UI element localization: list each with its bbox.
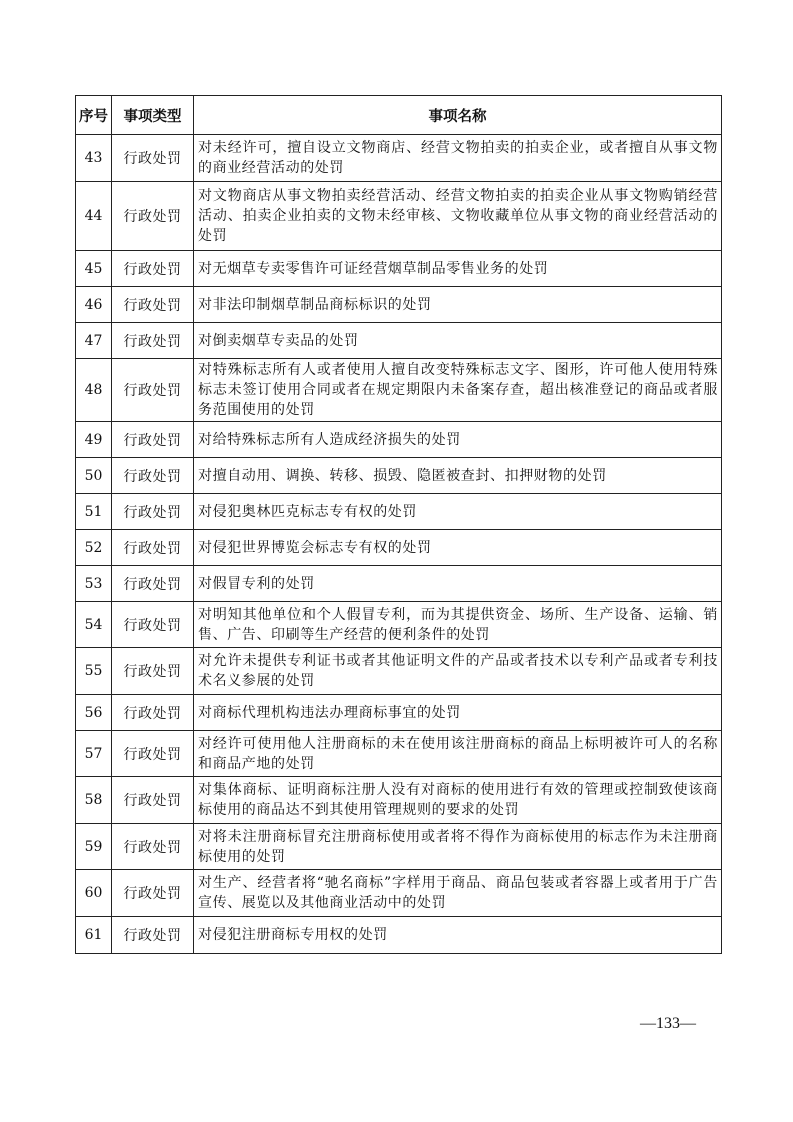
row-type: 行政处罚 [112,494,194,530]
table-row [76,695,722,731]
row-number: 44 [76,182,112,251]
row-name: 对将未注册商标冒充注册商标使用或者将不得作为商标使用的标志作为未注册商标使用的处罚 [194,824,722,870]
row-name: 对生产、经营者将“驰名商标”字样用于商品、商品包装或者容器上或者用于广告宣传、展览以及其他商业活动中的处罚 [194,870,722,917]
row-name: 对商标代理机构违法办理商标事宜的处罚 [194,695,722,731]
row-type: 行政处罚 [112,731,194,777]
row-name: 对明知其他单位和个人假冒专利，而为其提供资金、场所、生产设备、运输、销售、广告、印刷等生产经营的便利条件的处罚 [194,602,722,648]
row-type: 行政处罚 [112,182,194,251]
row-type: 行政处罚 [112,530,194,566]
row-name: 对未经许可，擅自设立文物商店、经营文物拍卖的拍卖企业，或者擅自从事文物的商业经营活动的处罚 [194,135,722,182]
row-name: 对允许未提供专利证书或者其他证明文件的产品或者技术以专利产品或者专利技术名义参展的处罚 [194,648,722,695]
table-row [76,530,722,566]
row-type: 行政处罚 [112,602,194,648]
row-type: 行政处罚 [112,870,194,917]
table-row [76,287,722,323]
row-type: 行政处罚 [112,824,194,870]
row-number: 58 [76,777,112,824]
row-number: 49 [76,422,112,458]
row-number: 50 [76,458,112,494]
row-type: 行政处罚 [112,359,194,422]
table-row [76,494,722,530]
table-row [76,824,722,870]
table-row [76,323,722,359]
row-type: 行政处罚 [112,251,194,287]
row-number: 59 [76,824,112,870]
row-number: 52 [76,530,112,566]
row-type: 行政处罚 [112,135,194,182]
row-type: 行政处罚 [112,422,194,458]
row-name: 对非法印制烟草制品商标标识的处罚 [194,287,722,323]
row-name: 对擅自动用、调换、转移、损毁、隐匿被查封、扣押财物的处罚 [194,458,722,494]
header-item-name: 事项名称 [194,96,722,135]
row-type: 行政处罚 [112,695,194,731]
table-row [76,182,722,251]
row-number: 61 [76,917,112,954]
row-name: 对经许可使用他人注册商标的未在使用该注册商标的商品上标明被许可人的名称和商品产地的处罚 [194,731,722,777]
table-row [76,566,722,602]
table-row [76,870,722,917]
table-row [76,731,722,777]
row-name: 对集体商标、证明商标注册人没有对商标的使用进行有效的管理或控制致使该商标使用的商品达不到其使用管理规则的要求的处罚 [194,777,722,824]
row-number: 48 [76,359,112,422]
table-row [76,777,722,824]
row-number: 60 [76,870,112,917]
row-number: 55 [76,648,112,695]
row-number: 47 [76,323,112,359]
row-number: 57 [76,731,112,777]
row-number: 53 [76,566,112,602]
table-row [76,602,722,648]
row-name: 对给特殊标志所有人造成经济损失的处罚 [194,422,722,458]
row-type: 行政处罚 [112,648,194,695]
row-name: 对侵犯奥林匹克标志专有权的处罚 [194,494,722,530]
row-type: 行政处罚 [112,458,194,494]
items-table [75,95,722,954]
header-item-type: 事项类型 [112,96,194,135]
row-name: 对假冒专利的处罚 [194,566,722,602]
row-name: 对倒卖烟草专卖品的处罚 [194,323,722,359]
row-name: 对侵犯注册商标专用权的处罚 [194,917,722,954]
row-type: 行政处罚 [112,566,194,602]
row-type: 行政处罚 [112,917,194,954]
row-type: 行政处罚 [112,777,194,824]
row-type: 行政处罚 [112,323,194,359]
table-row [76,458,722,494]
row-type: 行政处罚 [112,287,194,323]
header-serial-number: 序号 [76,96,112,135]
table-row [76,648,722,695]
row-name: 对侵犯世界博览会标志专有权的处罚 [194,530,722,566]
row-number: 43 [76,135,112,182]
table-row [76,359,722,422]
row-number: 56 [76,695,112,731]
row-number: 51 [76,494,112,530]
table-header-row [76,96,722,135]
row-name: 对文物商店从事文物拍卖经营活动、经营文物拍卖的拍卖企业从事文物购销经营活动、拍卖企业拍卖的文物未经审核、文物收藏单位从事文物的商业经营活动的处罚 [194,182,722,251]
row-number: 46 [76,287,112,323]
row-name: 对无烟草专卖零售许可证经营烟草制品零售业务的处罚 [194,251,722,287]
table-row [76,917,722,954]
row-name: 对特殊标志所有人或者使用人擅自改变特殊标志文字、图形，许可他人使用特殊标志未签订使用合同或者在规定期限内未备案存查，超出核准登记的商品或者服务范围使用的处罚 [194,359,722,422]
page-number: —133— [640,1015,696,1032]
table-row [76,422,722,458]
table-row [76,251,722,287]
table-row [76,135,722,182]
row-number: 45 [76,251,112,287]
row-number: 54 [76,602,112,648]
